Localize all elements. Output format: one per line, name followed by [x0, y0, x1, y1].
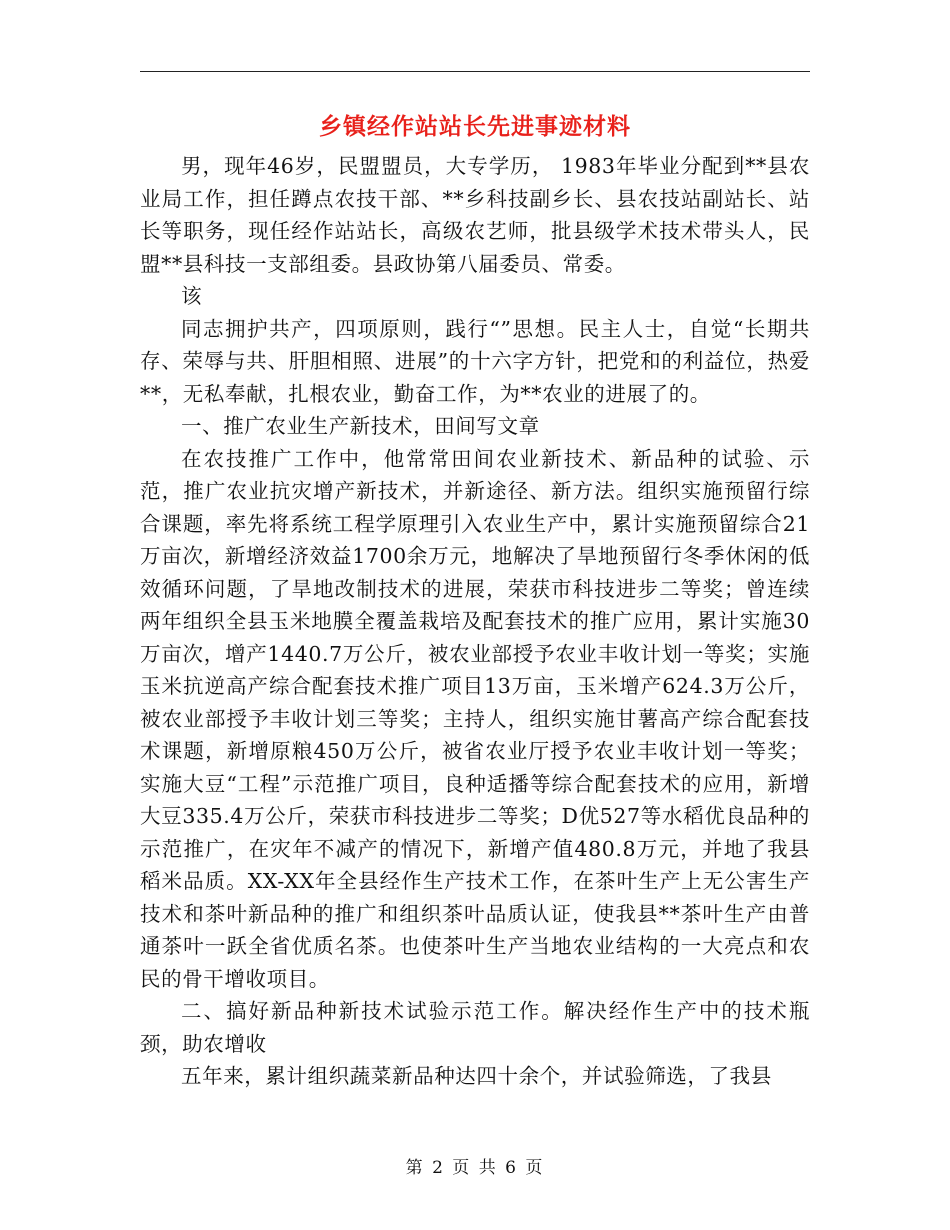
paragraph-fragment: 该 [181, 284, 203, 308]
paragraph-politics: 同志拥护共产，四项原则，践行“”思想。民主人士，自觉“长期共存、荣辱与共、肝胆相照、进展”的十六字方针，把党和的利益位，热爱**，无私奉献，扎根农业，勤奋工作，为**农业的进展了的。 [140, 316, 810, 406]
paragraph-intro: 男，现年46岁，民盟盟员，大专学历， 1983年毕业分配到**县农业局工作，担任蹲点农技干部、**乡科技副乡长、县农技站副站长、站长等职务，现任经作站站长，高级农艺师，批县级学术技术带头人，民盟**县科技一支部组委。县政协第八届委员、常委。 [140, 154, 810, 276]
document-body [140, 150, 810, 1093]
document-title: 乡镇经作站站长先进事迹材料 [319, 113, 631, 140]
header-rule [140, 71, 810, 72]
section-heading-1: 一、推广农业生产新技术，田间写文章 [181, 414, 540, 438]
section-heading-2: 二、搞好新品种新技术试验示范工作。解决经作生产中的技术瓶颈，助农增收 [140, 999, 810, 1056]
page-number: 第 2 页 共 6 页 [405, 1158, 545, 1178]
paragraph-achievements: 在农技推广工作中，他常常田间农业新技术、新品种的试验、示范，推广农业抗灾增产新技术，并新途径、新方法。组织实施预留行综合课题，率先将系统工程学原理引入农业生产中，累计实施预留综合21万亩次，新增经济效益1700余万元，地解决了旱地预留行冬季休闲的低效循环问题，了旱地改制技术的进展，荣获市科技进步二等奖；曾连续两年组织全县玉米地膜全覆盖栽培及配套技术的推广应用，累计实施30万亩次，增产1440.7万公斤，被农业部授予农业丰收计划一等奖；实施玉米抗逆高产综合配套技术推广项目13万亩，玉米增产624.3万公斤，被农业部授予丰收计划三等奖；主持人，组织实施甘薯高产综合配套技术课题，新增原粮450万公斤，被省农业厅授予农业丰收计划一等奖；实施大豆“工程”示范推广项目，良种适播等综合配套技术的应用，新增大豆335.4万公斤，荣获市科技进步二等奖；D优527等水稻优良品种的示范推广，在灾年不减产的情况下，新增产值480.8万元，并地了我县稻米品质。XX-XX年全县经作生产技术工作，在茶叶生产上无公害生产技术和茶叶新品种的推广和组织茶叶品质认证，使我县**茶叶生产由普通茶叶一跃全省优质名茶。也使茶叶生产当地农业结构的一大亮点和农民的骨干增收项目。 [140, 446, 810, 991]
paragraph-vegetables: 五年来，累计组织蔬菜新品种达四十余个，并试验筛选，了我县 [181, 1064, 772, 1088]
